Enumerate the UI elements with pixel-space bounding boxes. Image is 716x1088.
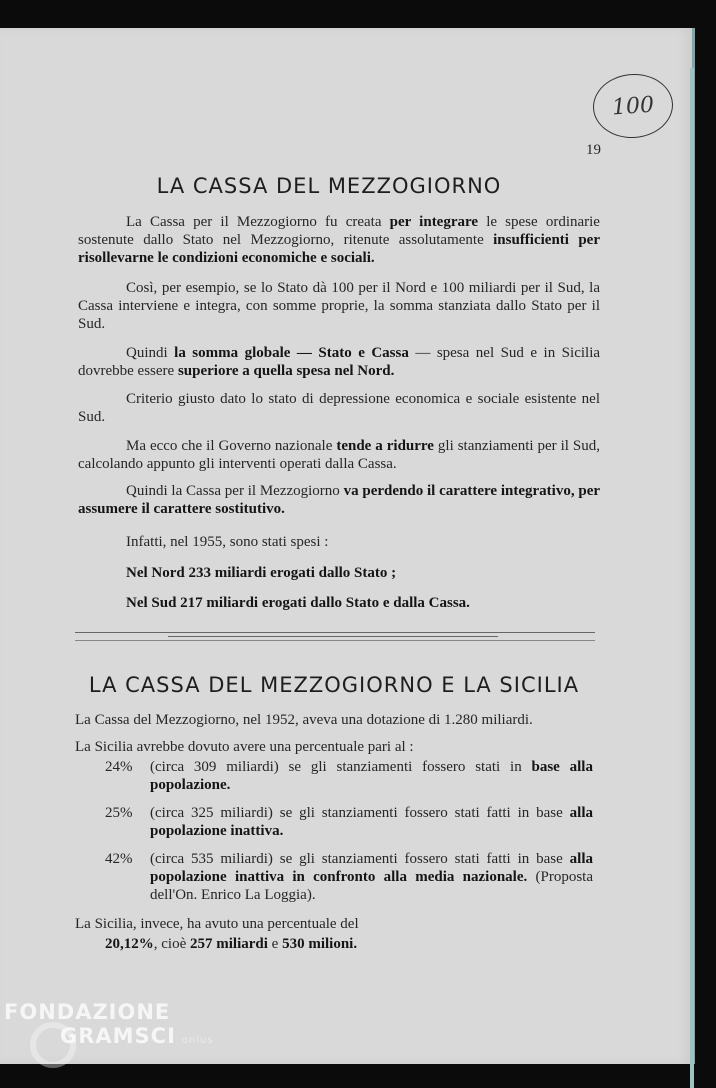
paragraph-8: Nel Nord 233 miliardi erogati dallo Stato ; [126, 565, 397, 581]
divider-line-1 [75, 632, 595, 633]
percent-desc-3: (circa 535 miliardi) se gli stanziamenti fossero stati fatti in base alla popolazione inattiva in confronto alla media nazionale. (Proposta dell'On. Enrico La Loggia). [150, 851, 594, 903]
paragraph-5: Ma ecco che il Governo nazionale tende a ridurre gli stanziamenti per il Sud, calcolando appunto gli interventi operati dalla Cassa. [78, 438, 600, 472]
paragraph-1: La Cassa per il Mezzogiorno fu creata per integrare le spese ordinarie sostenute dallo Stato nel Mezzogiorno, ritenute assolutamente insufficienti per risollevarne le condizioni economiche e sociali. [78, 214, 600, 266]
paragraph-6: Quindi la Cassa per il Mezzogiorno va perdendo il carattere integrativo, per assumere il carattere sostitutivo. [78, 483, 601, 517]
page-number: 19 [586, 142, 601, 158]
percent-item-2: 25% [105, 805, 133, 821]
watermark-line-1: FONDAZIONE [4, 1000, 171, 1024]
paragraph-3: Quindi la somma globale — Stato e Cassa — spesa nel Sud e in Sicilia dovrebbe essere superiore a quella spesa nel Nord. [78, 345, 601, 379]
section-title-1: LA CASSA DEL MEZZOGIORNO [156, 174, 502, 198]
document-page [0, 28, 695, 1064]
watermark-sub: onlus [181, 1035, 214, 1046]
lead-line: La Sicilia avrebbe dovuto avere una percentuale pari al : [75, 739, 414, 755]
conclusion-line-2: 20,12%, cioè 257 miliardi e 530 milioni. [105, 936, 358, 952]
paragraph-7: Infatti, nel 1955, sono stati spesi : [126, 534, 329, 550]
conclusion-line-1: La Sicilia, invece, ha avuto una percentuale del [75, 916, 359, 932]
percent-desc-1: (circa 309 miliardi) se gli stanziamenti fossero stati in base alla popolazione. [150, 759, 593, 793]
page-edge [690, 68, 694, 1088]
percent-item-1: 24% [105, 759, 133, 775]
intro-line: La Cassa del Mezzogiorno, nel 1952, aveva una dotazione di 1.280 miliardi. [75, 712, 533, 728]
paragraph-9: Nel Sud 217 miliardi erogati dallo Stato e dalla Cassa. [126, 595, 470, 611]
handwritten-folio-number [591, 71, 675, 140]
section-title-2: LA CASSA DEL MEZZOGIORNO E LA SICILIA [88, 673, 580, 697]
percent-item-3: 42% [105, 851, 133, 867]
paragraph-4: Criterio giusto dato lo stato di depressione economica e sociale esistente nel Sud. [78, 391, 600, 425]
percent-desc-2: (circa 325 miliardi) se gli stanziamenti fossero stati fatti in base alla popolazione inattiva. [150, 805, 593, 839]
watermark [4, 1000, 214, 1053]
divider-line-2 [168, 636, 498, 637]
divider-line-3 [75, 640, 595, 641]
watermark-line-2: GRAMSCI [60, 1024, 176, 1048]
paragraph-2: Così, per esempio, se lo Stato dà 100 per il Nord e 100 miliardi per il Sud, la Cassa interviene e integra, con somme proprie, la somma stanziata dallo Stato per il Sud. [78, 280, 600, 332]
folio-text: 100 [611, 92, 655, 120]
